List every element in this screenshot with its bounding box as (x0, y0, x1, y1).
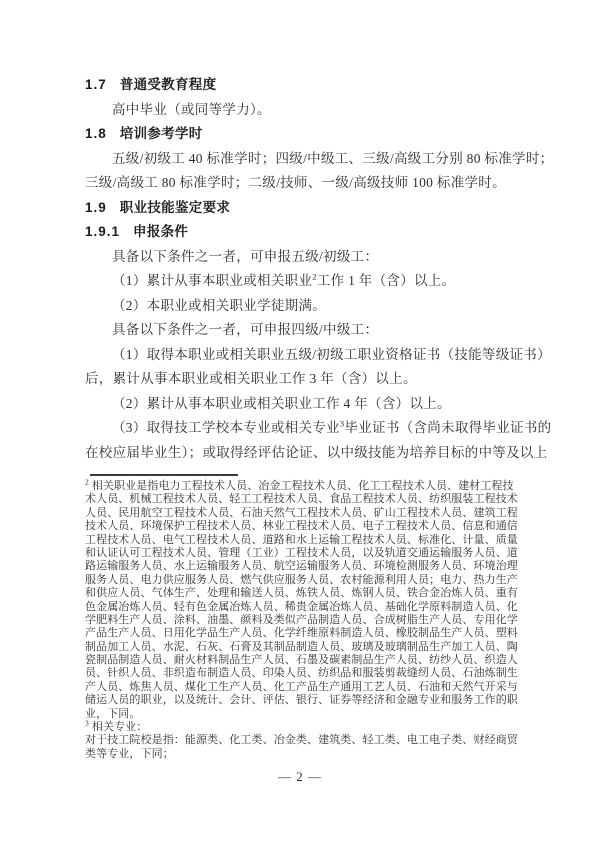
footnote-line (85, 601, 562, 614)
body-line: 具备以下条件之一者，可申报四级/中级工： (112, 322, 379, 337)
footnotes (85, 477, 562, 761)
footnote-line (85, 734, 562, 747)
heading-title: 申报条件 (133, 224, 189, 239)
footnote-line (85, 641, 562, 654)
footnote-line (85, 493, 562, 506)
footnote-text: 对于技工院校是指：能源类、化工类、冶金类、建筑类、轻工类、电工电子类、财经商贸 (85, 734, 518, 747)
body-line: 三级/高级工 80 标准学时；二级/技师、一级/高级技师 100 标准学时。 (85, 175, 506, 190)
footnote-text: 技术人员、环境保护工程技术人员、林业工程技术人员、电子工程技术人员、信息和通信 (85, 520, 518, 533)
footnote-text: 产品生产人员、日用化学品生产人员、化学纤维原料制造人员、橡胶制品生产人员、塑料 (85, 627, 518, 640)
footnote-text: 储运人员的职业，以及统计、会计、评估、银行、证券等经济和金融专业和服务工作的职 (85, 694, 518, 707)
footnote-line (85, 681, 562, 694)
footnote-text: 和认证认可工程技术人员、管理（工业）工程技术人员，以及轨道交通运输服务人员、道 (85, 546, 518, 559)
heading-1-9 (85, 196, 562, 221)
footnote-text: 相关职业是指电力工程技术人员、冶金工程技术人员、化工工程技术人员、建材工程技 (91, 480, 514, 492)
footnote-line (85, 708, 562, 721)
body-line: 具备以下条件之一者，可申报五级/初级工： (112, 248, 379, 264)
body-line: （2）本职业或相关职业学徒期满。 (112, 297, 327, 313)
heading-number: 1.8 (85, 126, 107, 141)
footnote-text: 和供应人员、气体生产、处理和输送人员、炼铁人员、炼钢人员、铁合金冶炼人员、重有 (85, 587, 518, 600)
footnote-text: 学肥料生产人员、涂料、油墨、颜料及类似产品制造人员、合成树脂生产人员、专用化学 (85, 613, 518, 626)
footnote-text: 工程技术人员、电气工程技术人员、道路和水上运输工程技术人员、标准化、计量、质量 (85, 533, 518, 546)
footnote-ref-2: 2 (312, 271, 317, 282)
heading-number: 1.7 (85, 77, 107, 92)
body-text-segment: （1）累计从事本职业或相关职业 (112, 273, 313, 288)
footnote-text: 类等专业，下同； (85, 747, 174, 760)
heading-title: 职业技能鉴定要求 (119, 199, 231, 215)
footnote-line (85, 667, 562, 680)
body-text-segment: 毕业证书（含尚未取得毕业证书的 (344, 420, 552, 435)
footnote-text: 色金属冶炼人员、轻有色金属冶炼人员、稀贵金属冶炼人员、基础化学原料制造人员、化 (85, 600, 518, 613)
heading-1-9-1 (85, 220, 562, 245)
footnote-marker-2: 2 (85, 477, 89, 487)
footnote-text: 业，下同。 (85, 707, 141, 720)
heading-title: 培训参考学时 (119, 126, 203, 141)
footnote-text: 瓷制品制造人员、耐火材料制品生产人员、石墨及碳素制品生产人员、纺纱人员、织造人 (85, 654, 518, 667)
body-line: 五级/初级工 40 标准学时；四级/中级工、三级/高级工分别 80 标准学时； (112, 150, 554, 166)
body-line (85, 269, 562, 294)
footnote-line (85, 587, 562, 600)
footnote-text: 术人员、机械工程技术人员、轻工工程技术人员、食品工程技术人员、纺织服装工程技术 (85, 493, 518, 506)
heading-1-7 (85, 73, 562, 98)
footnote-marker-3: 3 (85, 718, 89, 728)
footnote-line (85, 560, 562, 573)
footnote-line (85, 654, 562, 667)
footnote-text: 人员、民用航空工程技术人员、石油天然气工程技术人员、矿山工程技术人员、建筑工程 (85, 506, 518, 519)
heading-1-8 (85, 122, 562, 147)
footnote-text: 服务人员、电力供应服务人员、燃气供应服务人员、农村能源利用人员；电力、热力生产 (85, 573, 518, 586)
heading-title: 普通受教育程度 (119, 77, 217, 92)
footnote-text: 员、针织人员、非织造布制造人员、印染人员、纺织品和服装剪裁缝纫人员、石油炼制生 (85, 667, 518, 680)
footnote-text: 路运输服务人员、水上运输服务人员、航空运输服务人员、环境检测服务人员、环境治理 (85, 560, 518, 573)
footnote-separator (90, 474, 238, 476)
body-line (85, 416, 562, 441)
body-line: （1）取得本职业或相关职业五级/初级工职业资格证书（技能等级证书） (112, 346, 551, 362)
footnote-ref-3: 3 (339, 418, 345, 429)
body-text-segment: 工作 1 年（含）以上。 (316, 273, 456, 288)
body-line: 高中毕业（或同等学力）。 (112, 101, 271, 117)
footnote-line (85, 614, 562, 627)
heading-number: 1.9 (85, 199, 107, 215)
footnote-text: 制品加工人员、水泥、石灰、石膏及其制品制造人员、玻璃及玻璃制品生产加工人员、陶 (85, 640, 518, 653)
footnote-line (85, 694, 562, 707)
footnote-line (85, 534, 562, 547)
body-line: 后，累计从事本职业或相关职业工作 3 年（含）以上。 (85, 371, 417, 386)
heading-number: 1.9.1 (85, 224, 121, 239)
page-number: — 2 — (278, 769, 322, 784)
footnote-line (85, 520, 562, 533)
footnote-line (85, 574, 562, 587)
footnote-line (85, 627, 562, 640)
footnote-line (85, 547, 562, 560)
document-body (85, 73, 562, 465)
footnote-line (85, 477, 562, 493)
body-line: （2）累计从事本职业或相关职业工作 4 年（含）以上。 (112, 395, 451, 411)
body-line: 在校应届毕业生）；或取得经评估论证、以中级技能为培养目标的中等及以上 (85, 444, 548, 460)
body-text-segment: （3）取得技工学校本专业或相关专业 (112, 420, 340, 435)
footnote-line (85, 507, 562, 520)
footnote-line (85, 748, 562, 761)
footnote-text: 产人员、炼焦人员、煤化工生产人员、化工产品生产通用工艺人员、石油和天然气开采与 (85, 680, 518, 693)
footnote-text: 相关专业： (91, 721, 148, 734)
footnote-line (85, 718, 562, 734)
